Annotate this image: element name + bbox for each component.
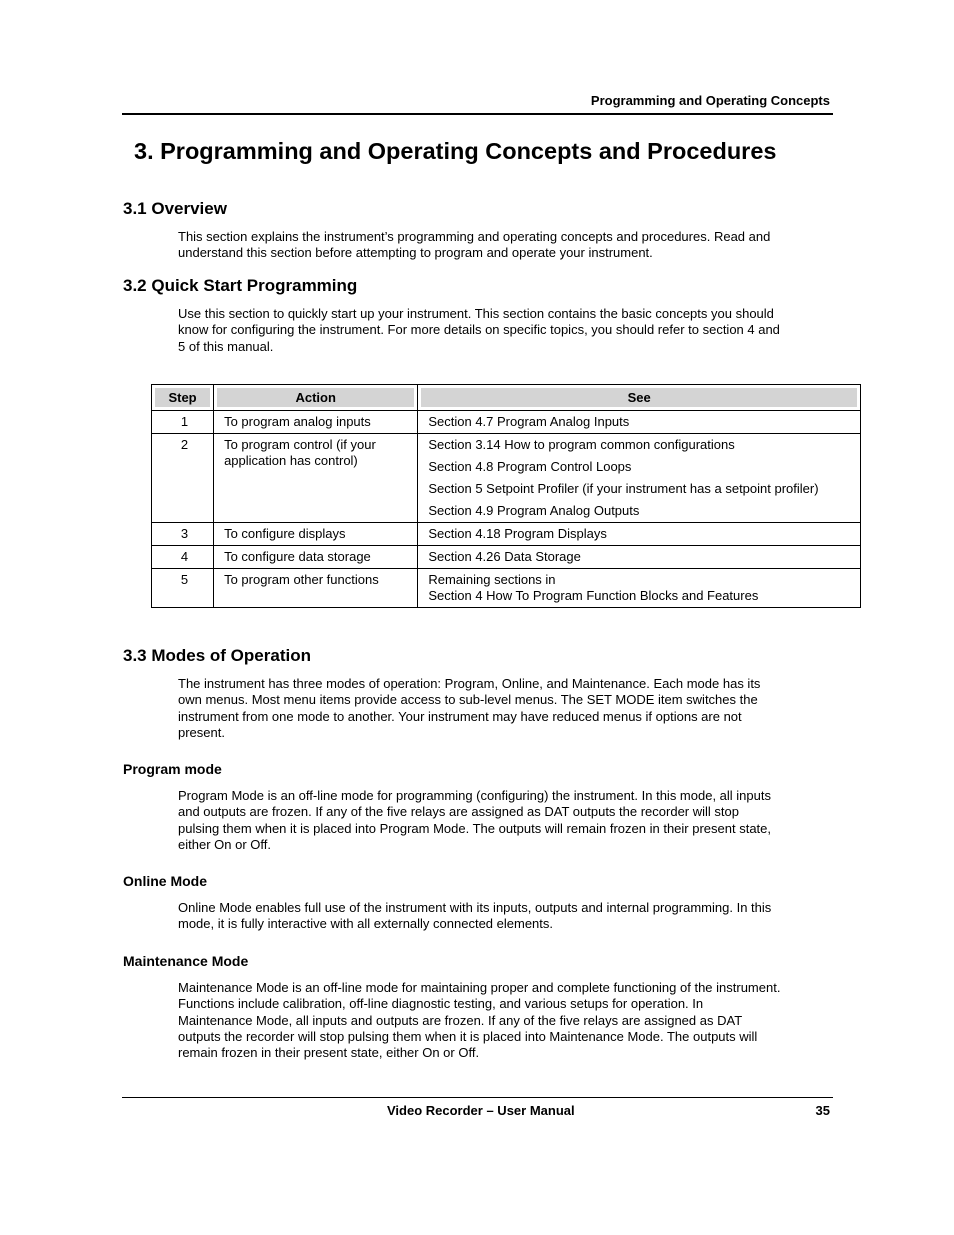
text-line: instrument from one mode to another. Your instrument may have reduced menus if options are not bbox=[178, 708, 742, 724]
maintenance-mode-paragraph bbox=[178, 980, 830, 1061]
see-cell bbox=[418, 523, 861, 546]
step-cell: 1 bbox=[152, 411, 214, 434]
text-line: remain frozen in their present state, either On or Off. bbox=[178, 1045, 480, 1061]
step-cell: 3 bbox=[152, 523, 214, 546]
see-reference: Section 4.26 Data Storage bbox=[428, 549, 581, 564]
quick-start-table bbox=[151, 384, 861, 608]
table-row bbox=[152, 434, 861, 523]
table-row bbox=[152, 569, 861, 608]
see-reference: Section 4 How To Program Function Blocks and Features bbox=[428, 588, 759, 603]
section-heading-overview: 3.1 Overview bbox=[123, 199, 227, 218]
overview-paragraph bbox=[178, 229, 830, 262]
column-header-action bbox=[214, 385, 418, 411]
see-cell bbox=[418, 546, 861, 569]
step-cell: 2 bbox=[152, 434, 214, 523]
see-reference: Section 4.8 Program Control Loops bbox=[428, 459, 632, 474]
text-line: pulsing them when it is placed into Program Mode. The outputs will remain frozen in their present state, bbox=[178, 820, 772, 836]
action-cell: To configure displays bbox=[214, 523, 418, 546]
text-line: present. bbox=[178, 724, 225, 740]
subheading-maintenance-mode: Maintenance Mode bbox=[123, 953, 249, 969]
online-mode-paragraph bbox=[178, 900, 830, 933]
text-line: Program Mode is an off-line mode for programming (configuring) the instrument. In this mode, all inputs bbox=[178, 788, 771, 803]
text-line: Online Mode enables full use of the instrument with its inputs, outputs and internal programming. In this bbox=[178, 900, 772, 915]
text-line: and outputs are frozen. If any of the five relays are assigned as DAT outputs the recorder will stop bbox=[178, 804, 739, 820]
page-number: 35 bbox=[815, 1103, 830, 1118]
program-mode-paragraph bbox=[178, 788, 830, 853]
text-line: The instrument has three modes of operation: Program, Online, and Maintenance. Each mode has its bbox=[178, 676, 761, 691]
table-row bbox=[152, 546, 861, 569]
see-cell bbox=[418, 569, 861, 608]
table-row bbox=[152, 411, 861, 434]
text-line: own menus. Most menu items provide access to sub-level menus. The SET MODE item switches the bbox=[178, 692, 758, 708]
see-reference: Section 4.18 Program Displays bbox=[428, 526, 607, 541]
see-reference: Section 3.14 How to program common configurations bbox=[428, 437, 735, 452]
text-line: This section explains the instrument’s programming and operating concepts and procedures. Read and bbox=[178, 229, 771, 244]
text-line: Maintenance Mode, all inputs and outputs are frozen. If any of the five relays are assigned as DAT bbox=[178, 1012, 743, 1028]
see-reference: Section 4.9 Program Analog Outputs bbox=[428, 503, 640, 518]
chapter-title: 3. Programming and Operating Concepts and Procedures bbox=[134, 138, 777, 164]
header-rule bbox=[122, 113, 833, 115]
text-line: outputs the recorder will stop pulsing them when it is placed into Maintenance Mode. The outputs will bbox=[178, 1028, 758, 1044]
quick-start-paragraph bbox=[178, 306, 830, 355]
column-header-step bbox=[152, 385, 214, 411]
section-heading-modes: 3.3 Modes of Operation bbox=[123, 646, 311, 665]
text-line: mode, it is fully interactive with all externally connected elements. bbox=[178, 916, 554, 932]
text-line: either On or Off. bbox=[178, 836, 271, 852]
text-line: Use this section to quickly start up your instrument. This section contains the basic concepts you should bbox=[178, 306, 774, 321]
text-line: Functions include calibration, off-line diagnostic testing, and various setups for operation. In bbox=[178, 996, 704, 1012]
step-cell: 4 bbox=[152, 546, 214, 569]
table-header-row bbox=[152, 385, 861, 411]
text-line: 5 of this manual. bbox=[178, 338, 274, 354]
footer-title: Video Recorder – User Manual bbox=[387, 1103, 575, 1118]
see-reference: Section 5 Setpoint Profiler (if your instrument has a setpoint profiler) bbox=[428, 481, 819, 496]
see-cell bbox=[418, 434, 861, 523]
subheading-program-mode: Program mode bbox=[123, 761, 222, 777]
header-label: Step bbox=[155, 388, 210, 407]
see-reference: Remaining sections in bbox=[428, 572, 556, 587]
action-cell: To program other functions bbox=[214, 569, 418, 608]
running-header: Programming and Operating Concepts bbox=[590, 93, 830, 108]
footer-rule bbox=[122, 1097, 833, 1098]
action-cell: To program control (if your application has control) bbox=[214, 434, 418, 523]
action-cell: To configure data storage bbox=[214, 546, 418, 569]
see-cell bbox=[418, 411, 861, 434]
step-cell: 5 bbox=[152, 569, 214, 608]
column-header-see bbox=[418, 385, 861, 411]
text-line: know for configuring the instrument. For more details on specific topics, you should refer to section 4 and bbox=[178, 322, 780, 338]
section-heading-quick-start: 3.2 Quick Start Programming bbox=[123, 276, 358, 295]
see-reference: Section 4.7 Program Analog Inputs bbox=[428, 414, 630, 429]
header-label: Action bbox=[217, 388, 414, 407]
action-cell: To program analog inputs bbox=[214, 411, 418, 434]
text-line: Maintenance Mode is an off-line mode for maintaining proper and complete functioning of the instrument. bbox=[178, 980, 781, 995]
table-row bbox=[152, 523, 861, 546]
text-line: understand this section before attempting to program and operate your instrument. bbox=[178, 245, 653, 261]
modes-paragraph bbox=[178, 676, 830, 741]
header-label: See bbox=[421, 388, 857, 407]
subheading-online-mode: Online Mode bbox=[123, 873, 207, 889]
